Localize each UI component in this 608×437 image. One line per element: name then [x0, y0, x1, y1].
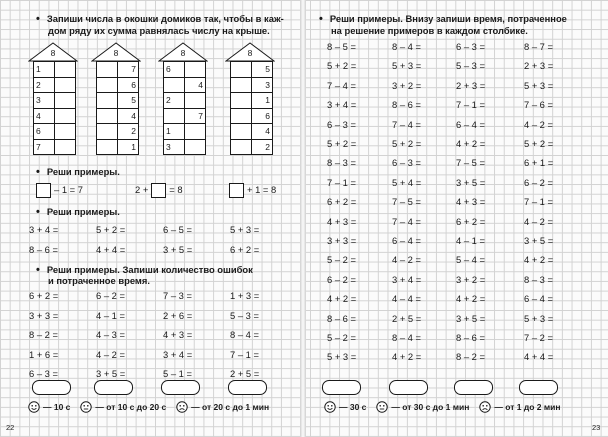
answer-pill-box[interactable]	[94, 380, 133, 395]
equation[interactable]: 4 + 2 =	[524, 254, 554, 266]
time-legend	[324, 401, 571, 413]
equation[interactable]: 3 + 2 =	[392, 79, 422, 91]
house-cell: 2	[34, 77, 55, 93]
equation[interactable]: 7 – 5 =	[392, 196, 421, 208]
equation[interactable]: 3 + 4 =	[163, 348, 193, 360]
house-cell: 1	[34, 62, 55, 78]
equation[interactable]: 5 – 2 =	[327, 254, 356, 266]
house-cell: 5	[118, 93, 139, 109]
equation[interactable]: 8 – 3 =	[524, 273, 553, 285]
bullet-icon: •	[36, 206, 40, 218]
house-table	[33, 61, 76, 155]
house-cell: 6	[118, 77, 139, 93]
missing-number-equation-1: – 1 = 7	[33, 182, 83, 198]
house-cell: 7	[34, 139, 55, 155]
house-cell: 4	[34, 108, 55, 124]
house-row	[97, 139, 139, 155]
equation[interactable]: 8 – 6 =	[456, 332, 485, 343]
equation[interactable]: 1 + 6 =	[29, 348, 59, 360]
house-row	[34, 139, 76, 155]
equation[interactable]: 5 + 3 =	[327, 351, 357, 363]
house-cell[interactable]	[97, 77, 118, 93]
legend-ok: — от 10 с до 20 с	[80, 401, 166, 413]
equation[interactable]: 4 + 4 =	[96, 243, 126, 255]
answer-pill-box[interactable]	[519, 380, 558, 395]
equation[interactable]: 8 – 4 =	[392, 41, 421, 52]
equation[interactable]: 7 – 3 =	[163, 290, 192, 301]
legend-good: — 30 с	[324, 401, 366, 413]
equation[interactable]: 4 – 2 =	[524, 118, 553, 130]
equation[interactable]: 7 – 1 =	[230, 348, 259, 360]
house-cell[interactable]	[231, 77, 252, 93]
task1-instruction-line2: дом ряду их сумма равнялась числу на крыше.	[48, 25, 270, 36]
equation[interactable]: 6 – 3 =	[456, 41, 485, 52]
equation[interactable]: 4 – 2 =	[96, 348, 125, 360]
house-row	[231, 77, 273, 93]
house-cell[interactable]	[97, 62, 118, 78]
house-cell[interactable]	[185, 93, 206, 109]
equation[interactable]: 8 – 6 =	[392, 99, 421, 111]
house-roof	[28, 42, 78, 62]
happy-face-icon	[28, 401, 40, 413]
equation[interactable]: 3 + 2 =	[456, 273, 486, 285]
equation[interactable]: 7 – 2 =	[524, 332, 553, 343]
equation[interactable]: 3 + 4 =	[392, 273, 422, 285]
house-cell: 5	[252, 62, 273, 78]
equation[interactable]: 5 + 3 =	[524, 312, 554, 324]
equation[interactable]: 4 – 4 =	[392, 293, 421, 305]
house-cell: 1	[164, 124, 185, 140]
house-roof	[158, 42, 208, 62]
equation[interactable]: 5 + 2 =	[327, 60, 357, 72]
answer-pill-box[interactable]	[228, 380, 267, 395]
bullet-icon: •	[36, 166, 40, 178]
time-legend	[28, 401, 279, 413]
equation[interactable]: 4 + 3 =	[456, 196, 486, 208]
equation[interactable]: 6 – 5 =	[163, 224, 192, 235]
equation[interactable]: 7 – 5 =	[456, 157, 485, 169]
house-roof	[91, 42, 141, 62]
house-row	[164, 139, 206, 155]
equation[interactable]: 6 – 2 =	[524, 176, 553, 188]
equation[interactable]: 4 + 2 =	[327, 293, 357, 305]
equation[interactable]: 5 + 3 =	[392, 60, 422, 72]
equation[interactable]: 1 + 3 =	[230, 290, 260, 301]
equation[interactable]: 4 – 2 =	[524, 215, 553, 227]
answer-pill-box[interactable]	[161, 380, 200, 395]
house-cell: 6	[164, 62, 185, 78]
bullet-icon: •	[319, 13, 323, 25]
equation[interactable]: 3 + 5 =	[163, 243, 193, 255]
equation[interactable]: 3 + 4 =	[29, 224, 59, 235]
house-row	[164, 77, 206, 93]
house-cell[interactable]	[185, 62, 206, 78]
house-row	[231, 93, 273, 109]
house-cell[interactable]	[55, 108, 76, 124]
task4-instruction-line2: и потраченное время.	[48, 275, 150, 286]
happy-face-icon	[324, 401, 336, 413]
house-row	[231, 108, 273, 124]
house-cell[interactable]	[97, 124, 118, 140]
equation[interactable]: 3 + 5 =	[456, 312, 486, 324]
bullet-icon: •	[36, 264, 40, 276]
house-cell[interactable]	[185, 124, 206, 140]
equation[interactable]: 5 + 3 =	[524, 79, 554, 91]
house-cell[interactable]	[231, 124, 252, 140]
equation[interactable]: 6 + 2 =	[230, 243, 260, 255]
house-cell[interactable]	[164, 108, 185, 124]
answer-pill-box[interactable]	[389, 380, 428, 395]
legend-bad: — от 1 до 2 мин	[479, 401, 560, 413]
equation[interactable]: 7 – 1 =	[327, 176, 356, 188]
house-cell[interactable]	[231, 93, 252, 109]
house-cell[interactable]	[231, 139, 252, 155]
house-row	[164, 124, 206, 140]
equation[interactable]: 5 + 2 =	[96, 224, 126, 235]
equation[interactable]: 4 + 2 =	[456, 293, 486, 305]
house-cell[interactable]	[55, 93, 76, 109]
house-cell: 3	[164, 139, 185, 155]
house-row	[34, 124, 76, 140]
sad-face-icon	[176, 401, 188, 413]
bullet-icon: •	[36, 13, 40, 25]
legend-bad: — от 20 с до 1 мин	[176, 401, 269, 413]
right-task-instruction: • Реши примеры. Внизу запиши время, потраченное	[319, 13, 567, 25]
equation[interactable]: 8 – 5 =	[327, 41, 356, 52]
house-row	[97, 77, 139, 93]
equation[interactable]: 4 + 4 =	[524, 351, 554, 363]
equation[interactable]: 6 – 2 =	[327, 273, 356, 285]
left-page	[0, 0, 300, 437]
house-cell: 2	[118, 124, 139, 140]
equation[interactable]: 3 + 3 =	[327, 235, 357, 246]
task2-instruction: • Реши примеры.	[36, 166, 120, 178]
equation[interactable]: 6 + 1 =	[524, 157, 554, 169]
equation[interactable]: 8 – 3 =	[327, 157, 356, 169]
missing-number-equation-3: + 1 = 8	[226, 182, 276, 198]
equation[interactable]: 2 + 5 =	[230, 368, 260, 379]
house-table	[163, 61, 206, 155]
house-row	[34, 108, 76, 124]
equation[interactable]: 2 + 3 =	[524, 60, 554, 72]
equation[interactable]: 3 + 5 =	[456, 176, 486, 188]
equation[interactable]: 7 – 1 =	[456, 99, 485, 111]
answer-pill-box[interactable]	[454, 380, 493, 395]
answer-box[interactable]	[151, 183, 166, 198]
house-cell[interactable]	[185, 139, 206, 155]
equation[interactable]: 8 – 2 =	[29, 329, 58, 340]
house-row	[34, 93, 76, 109]
house-cell: 2	[252, 139, 273, 155]
equation[interactable]: 5 – 2 =	[327, 332, 356, 343]
house-row	[164, 93, 206, 109]
equation[interactable]: 6 – 3 =	[327, 118, 356, 130]
answer-box[interactable]	[36, 183, 51, 198]
equation[interactable]: 8 – 7 =	[524, 41, 553, 52]
house-table	[230, 61, 273, 155]
equation[interactable]: 6 – 3 =	[392, 157, 421, 169]
house-cell: 6	[252, 108, 273, 124]
equation[interactable]: 8 – 4 =	[230, 329, 259, 340]
house-row	[231, 139, 273, 155]
house-cell: 6	[34, 124, 55, 140]
house-cell: 3	[34, 93, 55, 109]
roof-number: 8	[180, 48, 186, 58]
equation[interactable]: 5 – 3 =	[230, 309, 259, 321]
equation[interactable]: 5 + 2 =	[392, 138, 422, 149]
task3-instruction: • Реши примеры.	[36, 206, 120, 218]
equation[interactable]: 7 – 1 =	[524, 196, 553, 208]
missing-number-equation-2: 2 + = 8	[135, 182, 183, 198]
equation[interactable]: 6 – 4 =	[524, 293, 553, 305]
house-cell: 1	[252, 93, 273, 109]
equation[interactable]: 8 – 4 =	[392, 332, 421, 343]
task4-instruction: • Реши примеры. Запиши количество ошибок	[36, 264, 253, 276]
house-row	[231, 124, 273, 140]
task1-instruction: • Запиши числа в окошки домиков так, чтобы в каж-	[36, 13, 284, 25]
page-number: 23	[592, 423, 601, 432]
equation[interactable]: 4 – 2 =	[392, 254, 421, 266]
right-page	[306, 0, 608, 437]
equation[interactable]: 3 + 3 =	[29, 309, 59, 321]
equation[interactable]: 6 – 2 =	[96, 290, 125, 301]
equation[interactable]: 5 – 3 =	[456, 60, 485, 72]
equation[interactable]: 4 – 3 =	[96, 329, 125, 340]
equation[interactable]: 8 – 6 =	[327, 312, 356, 324]
equation[interactable]: 5 + 3 =	[230, 224, 260, 235]
house-cell[interactable]	[55, 77, 76, 93]
sad-face-icon	[479, 401, 491, 413]
house-cell: 4	[118, 108, 139, 124]
roof-number: 8	[247, 48, 253, 58]
house-row	[34, 62, 76, 78]
house-cell[interactable]	[55, 62, 76, 78]
house-cell[interactable]	[164, 77, 185, 93]
equation[interactable]: 7 – 4 =	[327, 79, 356, 91]
house-row	[164, 62, 206, 78]
house-roof	[225, 42, 275, 62]
equation[interactable]: 3 + 5 =	[524, 235, 554, 246]
equation[interactable]: 4 + 2 =	[456, 138, 486, 149]
house-row	[231, 62, 273, 78]
house-cell[interactable]	[231, 62, 252, 78]
house-cell[interactable]	[231, 108, 252, 124]
house-row	[97, 62, 139, 78]
house-cell: 4	[252, 124, 273, 140]
right-task-instruction-line2: на решение примеров в каждом столбике.	[331, 25, 528, 36]
house-row	[97, 108, 139, 124]
equation[interactable]: 4 + 2 =	[392, 351, 422, 363]
house-cell: 7	[185, 108, 206, 124]
equation[interactable]: 5 + 4 =	[392, 176, 422, 188]
equation[interactable]: 3 + 5 =	[96, 368, 126, 379]
house-row	[97, 124, 139, 140]
equation[interactable]: 5 + 2 =	[327, 138, 357, 149]
house-cell[interactable]	[97, 93, 118, 109]
house-cell: 7	[118, 62, 139, 78]
house-row	[164, 108, 206, 124]
house-cell[interactable]	[55, 139, 76, 155]
legend-ok: — от 30 с до 1 мин	[376, 401, 469, 413]
equation[interactable]: 6 + 2 =	[29, 290, 59, 301]
answer-box[interactable]	[229, 183, 244, 198]
house-cell: 1	[118, 139, 139, 155]
equation[interactable]: 6 – 4 =	[392, 235, 421, 246]
house-row	[34, 77, 76, 93]
equation[interactable]: 7 – 4 =	[392, 118, 421, 130]
house-row	[97, 93, 139, 109]
house-table	[96, 61, 139, 155]
legend-good: — 10 с	[28, 401, 70, 413]
equation[interactable]: 3 + 4 =	[327, 99, 357, 111]
house-cell: 4	[185, 77, 206, 93]
equation[interactable]: 7 – 6 =	[524, 99, 553, 111]
neutral-face-icon	[80, 401, 92, 413]
roof-number: 8	[113, 48, 119, 58]
equation[interactable]: 5 – 1 =	[163, 368, 192, 379]
equation[interactable]: 7 – 4 =	[392, 215, 421, 227]
equation[interactable]: 6 + 2 =	[456, 215, 486, 227]
equation[interactable]: 4 – 1 =	[96, 309, 125, 321]
equation[interactable]: 4 + 3 =	[163, 329, 193, 340]
equation[interactable]: 8 – 6 =	[29, 243, 58, 255]
equation[interactable]: 8 – 2 =	[456, 351, 485, 363]
answer-pill-box[interactable]	[322, 380, 361, 395]
equation[interactable]: 6 – 3 =	[29, 368, 58, 379]
answer-pill-box[interactable]	[32, 380, 71, 395]
equation[interactable]: 6 – 4 =	[456, 118, 485, 130]
equation[interactable]: 5 – 4 =	[456, 254, 485, 266]
equation[interactable]: 2 + 3 =	[456, 79, 486, 91]
equation[interactable]: 4 – 1 =	[456, 235, 485, 246]
equation[interactable]: 2 + 6 =	[163, 309, 193, 321]
house-cell: 2	[164, 93, 185, 109]
roof-number: 8	[50, 48, 56, 58]
house-cell[interactable]	[97, 139, 118, 155]
house-cell[interactable]	[55, 124, 76, 140]
equation[interactable]: 4 + 3 =	[327, 215, 357, 227]
house-cell: 3	[252, 77, 273, 93]
neutral-face-icon	[376, 401, 388, 413]
equation[interactable]: 2 + 5 =	[392, 312, 422, 324]
equation[interactable]: 6 + 2 =	[327, 196, 357, 208]
equation[interactable]: 5 + 2 =	[524, 138, 554, 149]
house-cell[interactable]	[97, 108, 118, 124]
page-number: 22	[6, 423, 15, 432]
